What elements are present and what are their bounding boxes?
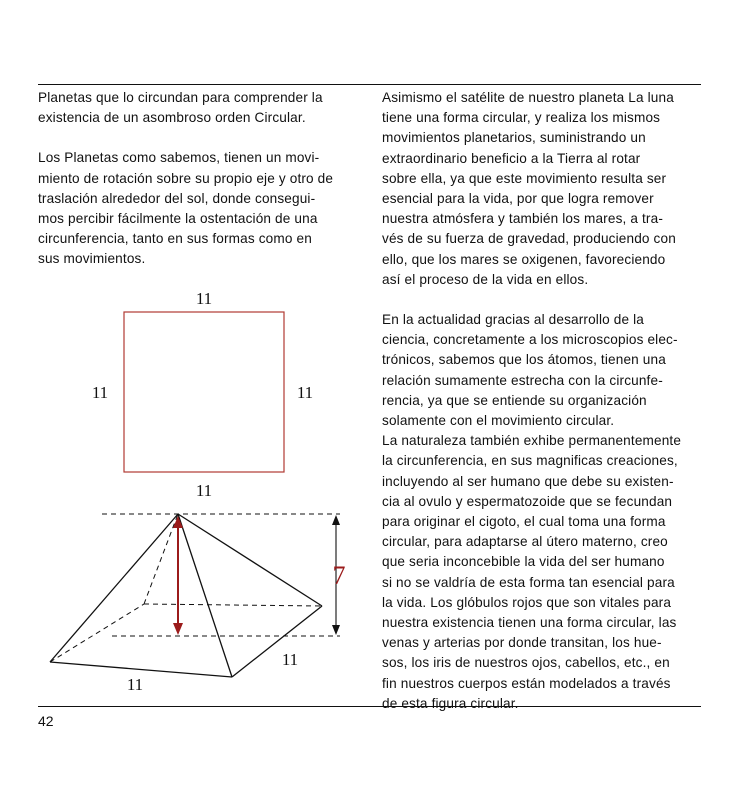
square-left-label: 11: [91, 383, 109, 402]
left-paragraph-2: Los Planetas como sabemos, tienen un movi- miento de rotación sobre su propio eje y otro de traslación alrededor del sol, donde consegui- mos percibir fácilmente la ostentación de una circunferencia, tanto en sus formas como en sus movimientos.: [38, 150, 334, 267]
dimension-arrow-head-bottom: [332, 625, 340, 635]
geometry-figure: [40, 284, 350, 694]
right-paragraph-2: En la actualidad gracias al desarrollo de la ciencia, concretamente a los microscopios elec- trónicos, sabemos que los átomos, tienen una relación sumamente estrecha con la circunfe- rencia, ya que se entiende su organización solamente con el movimiento circular.: [382, 312, 678, 429]
height-arrow-head-bottom: [173, 623, 183, 635]
left-paragraph-1: Planetas que lo circundan para comprender la existencia de un asombroso orden Circular.: [38, 90, 323, 126]
square-bottom-label: 11: [195, 481, 213, 500]
pyramid-height-label: 7: [332, 561, 346, 590]
square-top-label: 11: [195, 289, 213, 308]
pyramid-lateral-edge: [178, 514, 322, 606]
pyramid-hidden-edge: [50, 604, 144, 662]
top-rule: [38, 84, 701, 85]
page-number: 42: [38, 713, 54, 729]
pyramid-front-base-label: 11: [126, 675, 144, 694]
pyramid-lateral-edge: [50, 514, 178, 662]
right-paragraph-1: Asimismo el satélite de nuestro planeta La luna tiene una forma circular, y realiza los mismos movimientos planetarios, suministrando un extraordinario beneficio a la Tierra al rotar sobre ella, ya que este movimiento resulta ser esencial para la vida, por que logra remover nuestra atmósfera y también los mares, a tra- vés de su fuerza de gravedad, produciendo con ello, que los mares se oxigenen, favoreciendo así el proceso de la vida en ellos.: [382, 90, 676, 287]
pyramid-side-base-label: 11: [281, 650, 299, 669]
square-shape: [124, 312, 284, 472]
right-paragraph-3: La naturaleza también exhibe permanentemente la circunferencia, en sus magnificas creaciones, incluyendo al ser humano que debe su existen- cia al ovulo y espermatozoide que se fecundan para originar el cigoto, el cual toma una forma circular, para adaptarse al útero materno, creo que seria inconcebible la vida del ser humano si no se valdría de esta forma tan esencial para la vida. Los glóbulos rojos que son vitales para nuestra existencia tienen una forma circular, las venas y arterias por donde transitan, los hue- sos, los iris de nuestros ojos, cabellos, etc., en fin nuestros cuerpos están modelados a través de esta figura circular.: [382, 433, 682, 711]
pyramid-hidden-edge: [144, 514, 178, 604]
right-column: [382, 88, 702, 714]
left-column: [38, 88, 348, 290]
bottom-rule: [38, 706, 701, 707]
pyramid-lateral-edge: [178, 514, 232, 677]
pyramid-hidden-edge: [144, 604, 322, 606]
dimension-arrow-head-top: [332, 515, 340, 525]
pyramid-base-edge: [232, 606, 322, 677]
square-right-label: 11: [296, 383, 314, 402]
